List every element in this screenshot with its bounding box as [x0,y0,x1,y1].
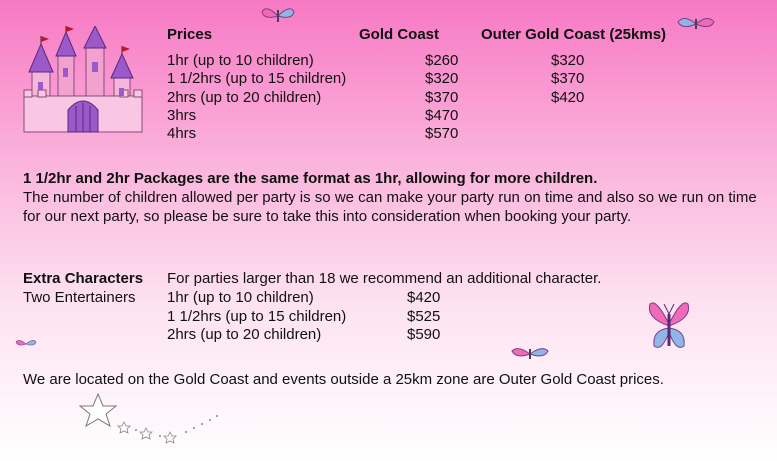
butterfly-icon [646,296,692,358]
extras-row-label: 2hrs (up to 20 children) [167,326,322,343]
price-row-label: 3hrs [167,107,197,124]
price-row-gold-coast: $320 [425,70,459,87]
castle-icon [20,26,146,136]
price-row-label: 1hr (up to 10 children) [167,52,314,69]
price-row-gold-coast: $370 [425,89,459,106]
price-row-outer: $320 [551,52,585,69]
extras-note: For parties larger than 18 we recommend an additional character. [167,270,602,287]
extras-row-price: $420 [407,289,441,306]
packages-heading: 1 1/2hr and 2hr Packages are the same format as 1hr, allowing for more children. [23,170,598,187]
price-row-label: 2hrs (up to 20 children) [167,89,322,106]
butterfly-icon [260,6,296,26]
packages-body: The number of children allowed per party is so we can make your party run on time and also so we run on time for our next party, so please be sure to take this into consideration when booking your party. [23,189,757,225]
extras-row-label: 1hr (up to 10 children) [167,289,314,306]
gold-coast-header: Gold Coast [359,26,440,43]
price-row-label: 1 1/2hrs (up to 15 children) [167,70,347,87]
butterfly-icon [676,14,716,34]
price-row-label: 4hrs [167,125,197,142]
butterfly-icon [510,345,550,363]
star-icon [76,392,226,448]
price-row-gold-coast: $570 [425,125,459,142]
extras-row-price: $525 [407,308,441,325]
extras-row-price: $590 [407,326,441,343]
butterfly-icon [15,338,37,350]
prices-title: Prices [167,26,213,43]
price-row-gold-coast: $260 [425,52,459,69]
outer-gold-coast-header: Outer Gold Coast (25kms) [481,26,667,43]
extras-heading: Extra Characters [23,270,144,287]
location-note: We are located on the Gold Coast and events outside a 25km zone are Outer Gold Coast prices. [23,371,664,388]
price-row-gold-coast: $470 [425,107,459,124]
price-row-outer: $370 [551,70,585,87]
extras-sub-label: Two Entertainers [23,289,136,306]
price-row-outer: $420 [551,89,585,106]
extras-row-label: 1 1/2hrs (up to 15 children) [167,308,347,325]
